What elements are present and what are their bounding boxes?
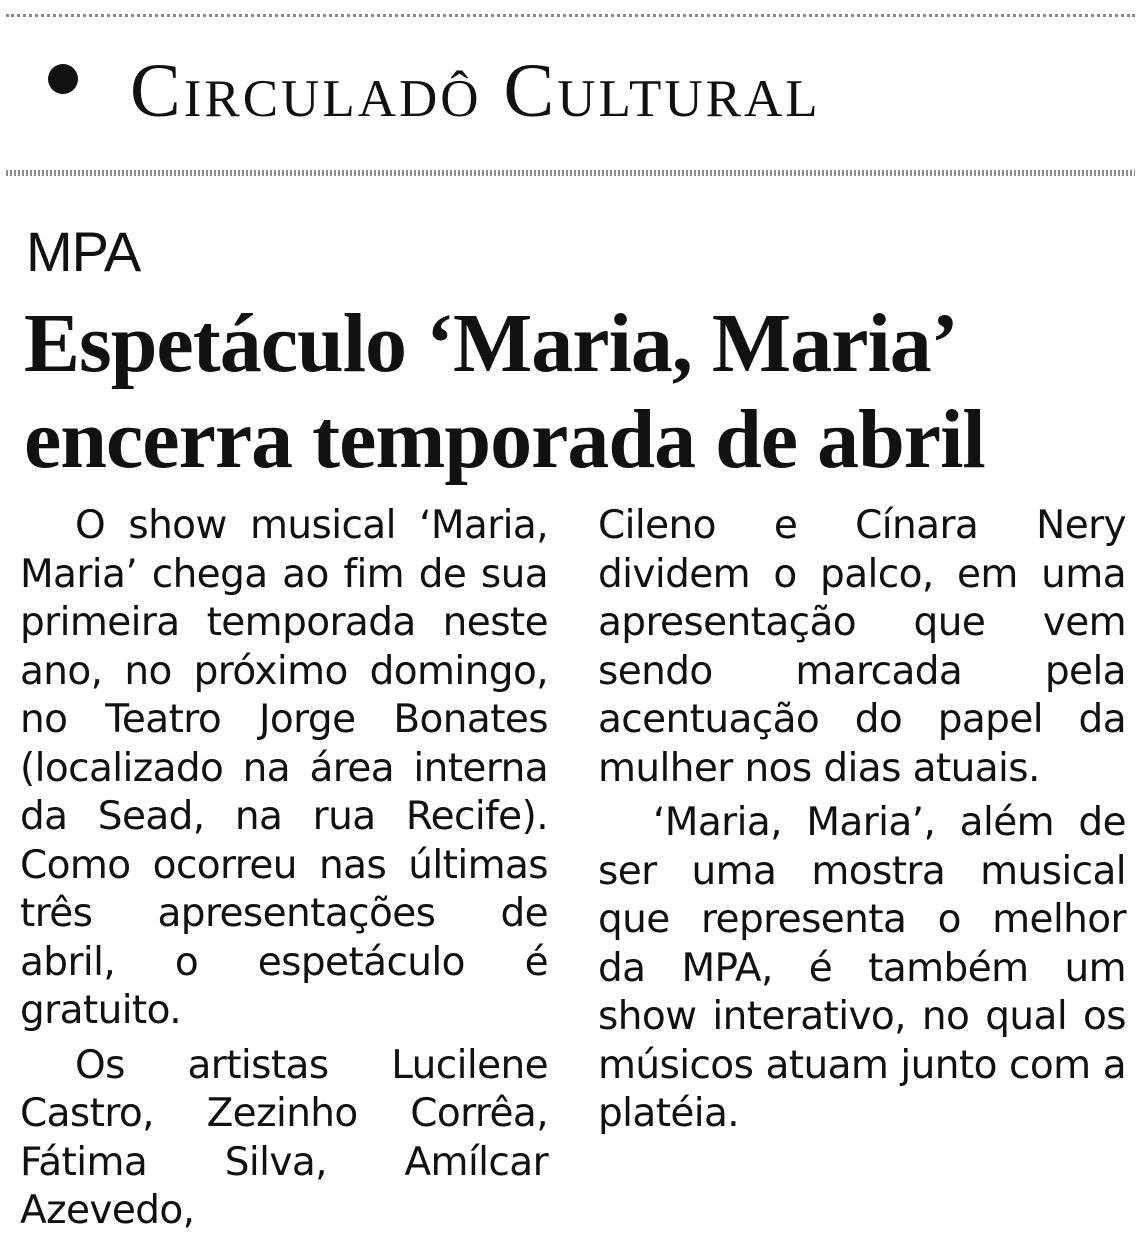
section-divider bbox=[6, 170, 1135, 176]
body-paragraph: Os artistas Lucilene Castro, Zezinho Corrêa, Fátima Silva, Amílcar Azevedo, bbox=[20, 1042, 548, 1233]
section-title: Circuladô Cultural bbox=[130, 49, 821, 133]
article-headline bbox=[24, 296, 1124, 488]
article-kicker: MPA bbox=[26, 220, 141, 283]
top-dotted-rule bbox=[6, 14, 1135, 17]
bullet-icon bbox=[48, 64, 78, 94]
section-header bbox=[48, 36, 821, 146]
body-paragraph: O show musical ‘Maria, Maria’ chega ao fim de sua primeira temporada neste ano, no próximo domingo, no Teatro Jorge Bonates (localizado na área interna da Sead, na rua Recife). Como ocorreu nas últimas três apresentações de abril, o espetáculo é gratuito. bbox=[20, 503, 548, 1033]
article-column-right bbox=[598, 502, 1126, 1139]
body-paragraph: ‘Maria, Maria’, além de ser uma mostra musical que representa o melhor da MPA, é também um show interativo, no qual os músicos atuam junto com a platéia. bbox=[598, 800, 1126, 1136]
headline-line-1: Espetáculo ‘Maria, Maria’ bbox=[24, 297, 958, 390]
article-column-left bbox=[20, 502, 548, 1236]
body-paragraph-continued: Cileno e Cínara Nery dividem o palco, em uma apresentação que vem sendo marcada pela acentuação do papel da mulher nos dias atuais. bbox=[598, 503, 1126, 791]
headline-line-2: encerra temporada de abril bbox=[24, 393, 985, 486]
